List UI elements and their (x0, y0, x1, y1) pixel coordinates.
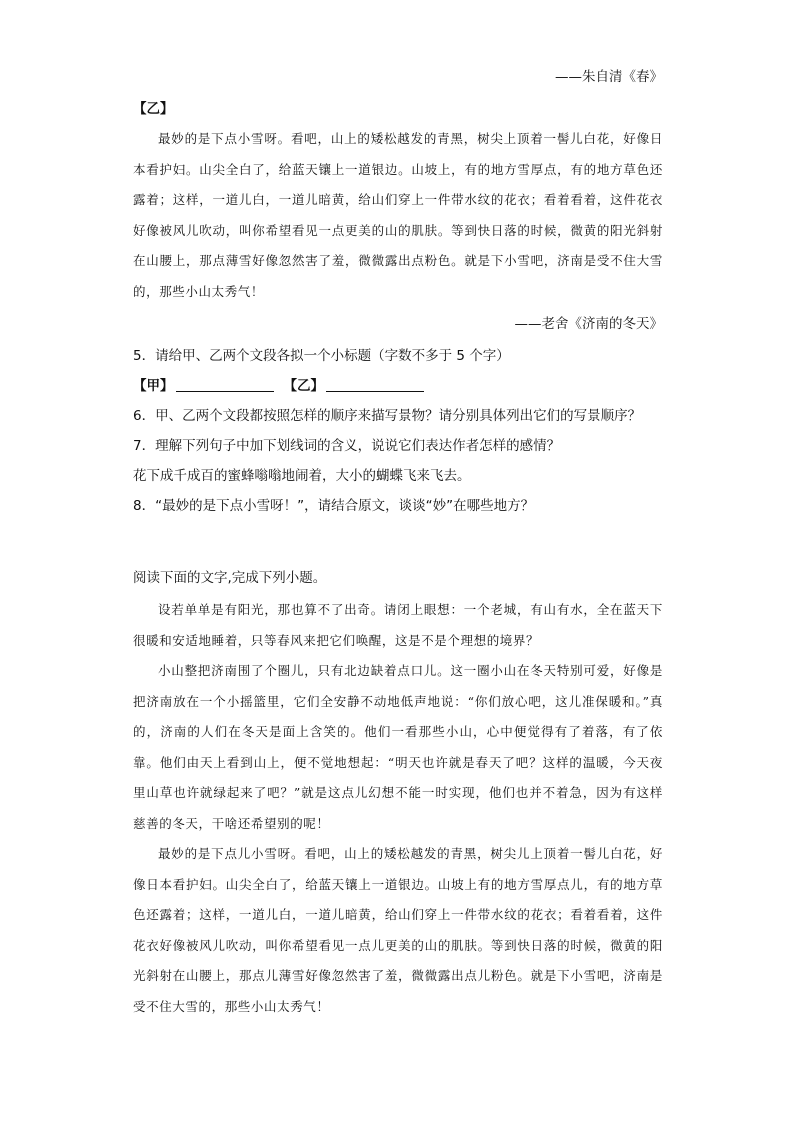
answer-blank-a[interactable] (176, 377, 274, 392)
document-page (133, 60, 663, 1022)
reading-intro: 阅读下面的文字,完成下列小题。 (133, 570, 327, 586)
answer-label-a: 【甲】 (133, 378, 174, 394)
question-7-sentence: 花下成千成百的蜜蜂嗡嗡地闹着，大小的蝴蝶飞来飞去。 (133, 468, 471, 484)
question-6: 6．甲、乙两个文段都按照怎样的顺序来描写景物？请分别具体列出它们的写景顺序？ (133, 408, 642, 424)
question-5: 5．请给甲、乙两个文段各拟一个小标题（字数不多于 5 个字） (133, 348, 510, 364)
passage-b-label: 【乙】 (133, 101, 174, 117)
question-7: 7．理解下列句子中加下划线词的含义，说说它们表达作者怎样的感情？ (133, 438, 561, 454)
passage-a-attribution: ——朱自清《春》 (555, 69, 663, 85)
answer-blank-b[interactable] (326, 377, 424, 392)
section-spacer (133, 521, 663, 561)
reading-paragraph-3: 最妙的是下点儿小雪呀。看吧，山上的矮松越发的青黑，树尖儿上顶着一髻儿白花，好像日本看护妇。山尖全白了，给蓝天镶上一道银边。山坡上有的地方雪厚点儿，有的地方草色还露着；这样，一道儿白，一道儿暗黄，给山们穿上一件带水纹的花衣；看着看着，这件花衣好像被风儿吹动，叫你希望看见一点儿更美的山的肌肤。等到快日落的时候，微黄的阳光斜射在山腰上，那点儿薄雪好像忽然害了羞，微微露出点儿粉色。就是下小雪吧，济南是受不住大雪的，那些小山太秀气！ (133, 846, 663, 1014)
passage-b-attribution: ——老舍《济南的冬天》 (514, 316, 663, 332)
question-8: 8．“最妙的是下点小雪呀！”，请结合原文，谈谈“妙”在哪些地方？ (133, 498, 535, 514)
passage-b-text: 最妙的是下点小雪呀。看吧，山上的矮松越发的青黑，树尖上顶着一髻儿白花，好像日本看护妇。山尖全白了，给蓝天镶上一道银边。山坡上，有的地方雪厚点，有的地方草色还露着；这样，一道儿白，一道儿暗黄，给山们穿上一件带水纹的花衣；看着看着，这件花衣好像被风儿吹动，叫你希望看见一点更美的山的肌肤。等到快日落的时候，微黄的阳光斜射在山腰上，那点薄雪好像忽然害了羞，微微露出点粉色。就是下小雪吧，济南是受不住大雪的，那些小山太秀气！ (133, 131, 663, 299)
question-5-answer-row (133, 371, 663, 401)
reading-paragraph-2: 小山整把济南围了个圈儿，只有北边缺着点口儿。这一圈小山在冬天特别可爱，好像是把济南放在一个小摇篮里，它们全安静不动地低声地说：“你们放心吧，这儿准保暖和。”真的，济南的人们在冬天是面上含笑的。他们一看那些小山，心中便觉得有了着落，有了依靠。他们由天上看到山上，便不觉地想起：“明天也许就是春天了吧？这样的温暖，今天夜里山草也许就绿起来了吧？”就是这点儿幻想不能一时实现，他们也并不着急，因为有这样慈善的冬天，干啥还希望别的呢！ (133, 663, 663, 831)
answer-label-b: 【乙】 (283, 378, 324, 394)
reading-paragraph-1: 设若单单是有阳光，那也算不了出奇。请闭上眼想：一个老城，有山有水，全在蓝天下很暖和安适地睡着，只等春风来把它们唤醒，这是不是个理想的境界？ (133, 602, 663, 648)
